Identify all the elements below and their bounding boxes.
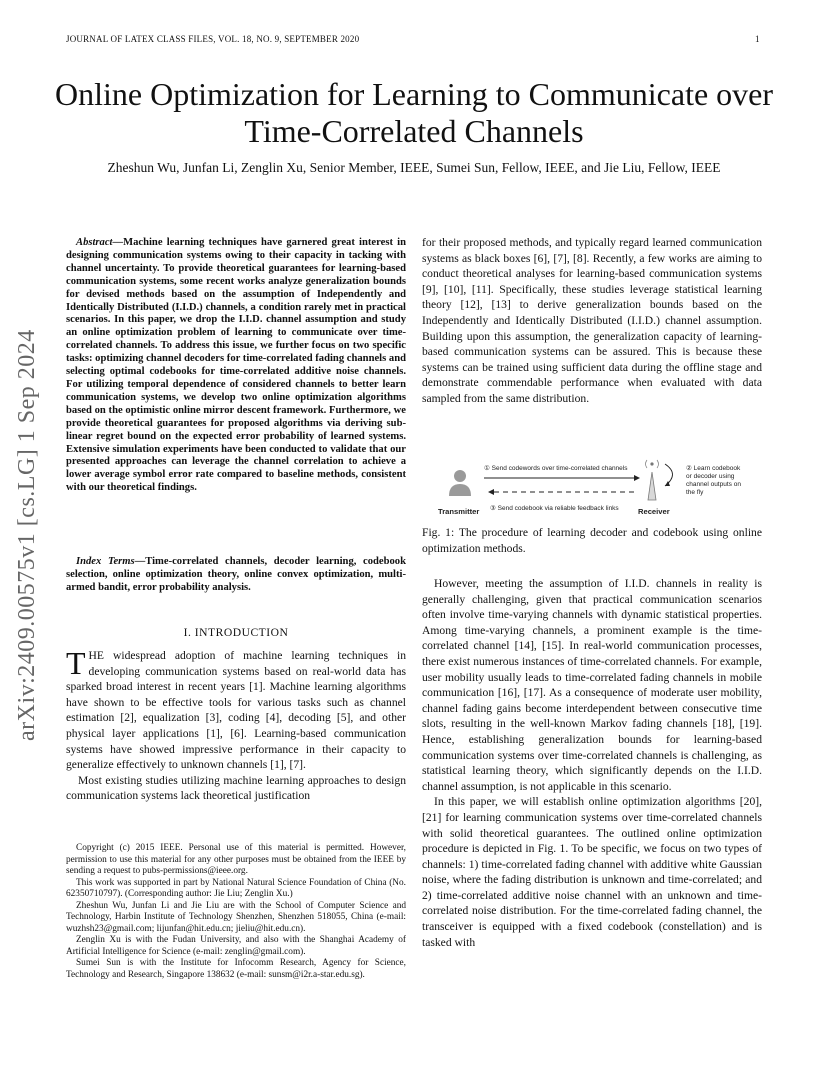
- arxiv-stamp: arXiv:2409.00575v1 [cs.LG] 1 Sep 2024: [14, 329, 40, 741]
- figure-transmitter-label: Transmitter: [438, 507, 480, 516]
- right-column-top: [422, 235, 762, 407]
- figure-step-1: ① Send codewords over time-correlated channels: [484, 465, 628, 472]
- author-list: Zheshun Wu, Junfan Li, Zenglin Xu, Senior Member, IEEE, Sumei Sun, Fellow, IEEE, and Jie Liu, Fellow, IEEE: [107, 160, 721, 175]
- figure-step-2-line-4: the fly: [686, 489, 704, 496]
- figure-step-2-line-1: ② Learn codebook: [686, 465, 741, 472]
- right-paragraph-1: However, meeting the assumption of I.I.D. channels in reality is generally challenging, given that practical communication scenarios often involve time-varying channels with dynamic statistical properties. Among time-varying channels, a prominent example is the time-correlated channel [14], [15]. In real-world communication processes, there exist numerous instances of time-correlated channels. For example, user mobility usually leads to time-correlated fading channels in mobile communication [16], [17]. As a consequence of moderate user mobility, channel fading gains become interdependent between consecutive time slots, resulting in the well-known Markov fading channels [18], [19]. Hence, establishing generalization bounds for learning-based communication systems over time-correlated channels is challenging, as statistical learning theory, which significantly depends on the I.I.D. channel assumption, is not applicable in this scenario.: [422, 577, 762, 793]
- index-terms-label: Index Terms: [76, 556, 135, 567]
- footnote-affiliation-fudan: Zenglin Xu is with the Fudan University, and also with the Shanghai Academy of Artificial Intelligence for Science (e-mail: zenglin@gmail.com).: [66, 935, 406, 957]
- figure-receiver-label: Receiver: [638, 507, 670, 516]
- figure-1: [422, 450, 762, 520]
- introduction: [66, 645, 406, 804]
- running-header: JOURNAL OF LATEX CLASS FILES, VOL. 18, NO. 9, SEPTEMBER 2020: [66, 34, 360, 44]
- footnotes: [66, 843, 406, 981]
- footnote-copyright: Copyright (c) 2015 IEEE. Personal use of this material is permitted. However, permission to use this material for any other purposes must be obtained from the IEEE by sending a request to pubs-permissions@ieee.org.: [66, 843, 406, 876]
- receiver-antenna-icon: [646, 460, 659, 500]
- right-paragraph-continued: for their proposed methods, and typically regard learned communication systems as black boxes [6], [7], [8]. Recently, a few works are aiming to conduct theoretical analyses for learning-based communication systems [9], [10], [11]. Specifically, these studies leverage statistical learning theory [12], [13] to derive generalization bounds based on the Independently and Identically Distributed (I.I.D.) channel assumption. Building upon this assumption, the generalization capacity of learning-based communication systems can be assured. This is because these systems can be trained using sufficient data during the offline stage and demonstrate commendable performance when evaluated with data sampled from the same distribution.: [422, 236, 762, 405]
- index-terms-text: —Time-correlated channels, decoder learning, codebook selection, online optimization theory, online convex optimization, multi-armed bandit, error probability analysis.: [66, 556, 406, 593]
- section-heading: I. INTRODUCTION: [183, 626, 289, 639]
- figure-step-3: ③ Send codebook via reliable feedback links: [490, 505, 619, 512]
- learning-loop-arrow: [665, 464, 673, 486]
- footnote-affiliation-hit: Zheshun Wu, Junfan Li and Jie Liu are with the School of Computer Science and Technology, Harbin Institute of Technology Shenzhen, Shenzhen 518055, China (e-mail: wuzhsh23@gmail.com; lijunfan@hit.edu.cn; jieliu@hit.edu.cn).: [66, 900, 406, 934]
- transmitter-person-icon: [449, 470, 471, 496]
- figure-step-2-line-3: channel outputs on: [686, 481, 741, 488]
- paper-title: Online Optimization for Learning to Communicate over Time-Correlated Channels: [54, 76, 774, 149]
- intro-paragraph-1: HE widespread adoption of machine learning techniques in developing communication systems based on real-world data has sparked broad interest in recent years [1]. Machine learning algorithms have shown to be effective tools for various tasks such as channel estimation [2], equalization [3], coding [4], decoding [5], and other physical layer applications [1], [6]. Learning-based communication systems have showed impressive performance in their capacity to generalize effectively to unknown channels [1], [7].: [66, 649, 406, 772]
- intro-paragraph-2: Most existing studies utilizing machine learning approaches to design communication systems lack theoretical justification: [66, 773, 406, 803]
- abstract-label: Abstract: [76, 237, 113, 248]
- figure-caption: Fig. 1: The procedure of learning decoder and codebook using online optimization methods.: [422, 526, 762, 555]
- right-paragraph-2: In this paper, we will establish online optimization algorithms [20], [21] for learning communication systems over time-correlated channels with solid theoretical guarantees. The outlined online optimization procedure is depicted in Fig. 1. To be specific, we focus on two types of channels: 1) time-correlated fading channel with additive white Gaussian noise, where the fading distribution is unknown and time-correlated; and 2) time-correlated additive noise channel with an unknown and time-correlated noise distribution. For the time-correlated fading channel, the transceiver is equipped with a fixed codebook (constellation) and is tasked with: [422, 795, 762, 949]
- abstract-text: —Machine learning techniques have garnered great interest in designing communication systems owing to their capacity in tacking with channel uncertainty. To provide theoretical guarantees for learning-based communication systems, some recent works analyze generalization bounds for devised methods based on the assumption of Independently and Identically Distributed (I.I.D.) channels, a condition rarely met in practical scenarios. In this paper, we drop the I.I.D. channel assumption and study an online optimization problem of learning to communicate over time-correlated channels. To address this issue, we further focus on two specific tasks: optimizing channel decoders for time-correlated fading channels and selecting optimal codebooks for time-correlated additive noise channels. For utilizing temporal dependence of considered channels to better learn communication systems, we develop two online optimization algorithms based on the optimistic online mirror descent framework. Furthermore, we provide theoretical guarantees for proposed algorithms via deriving sub-linear regret bound on the expected error probability of learned systems. Extensive simulation experiments have been conducted to validate that our presented approaches can leverage the channel correlation to achieve a lower average symbol error rate compared to baseline methods, consistent with our theoretical findings.: [66, 237, 406, 494]
- figure-step-2-line-2: or decoder using: [686, 473, 735, 480]
- footnote-affiliation-i2r: Sumei Sun is with the Institute for Infocomm Research, Agency for Science, Technology and Research, Singapore 138632 (e-mail: sunsm@i2r.a-star.edu.sg).: [66, 958, 406, 980]
- index-terms: [66, 556, 406, 595]
- drop-cap: T: [66, 645, 86, 681]
- footnote-funding: This work was supported in part by National Natural Science Foundation of China (No. 62350710797). (Corresponding author: Jie Liu; Zenglin Xu.): [66, 877, 406, 899]
- right-column-body: [422, 576, 762, 950]
- abstract: [66, 237, 406, 495]
- page-number: 1: [755, 34, 760, 44]
